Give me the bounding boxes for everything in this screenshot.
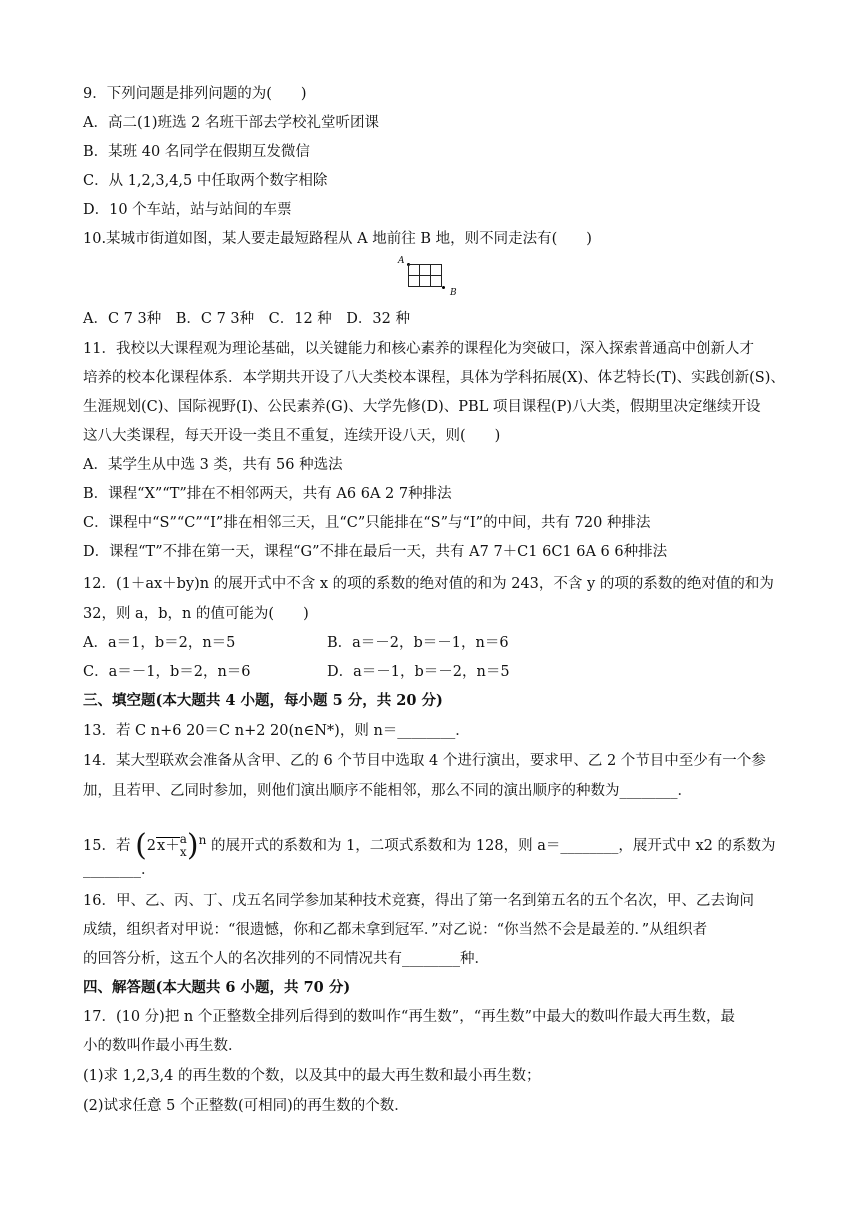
q12-option-b: B．a＝－2，b＝－1，n＝6 <box>327 635 509 651</box>
q13: 13．若 C n+6 20＝C n+2 20(n∈N*)，则 n＝________． <box>83 723 470 739</box>
q17-part-1: (1)求 1,2,3,4 的再生数的个数，以及其中的最大再生数和最小再生数； <box>83 1068 541 1084</box>
q16-line-1: 16．甲、乙、丙、丁、戊五名同学参加某种技术竞赛，得出了第一名到第五名的五个名次，甲、乙去询问 <box>83 893 754 909</box>
q16-line-2: 成绩，组织者对甲说：“很遗憾，你和乙都未拿到冠军．”对乙说：“你当然不会是最差的．”从组织者 <box>83 922 708 938</box>
q9-option-d: D．10 个车站，站与站间的车票 <box>83 202 292 218</box>
left-paren: ( <box>135 827 147 863</box>
grid-label-b: B <box>450 288 457 298</box>
q11-option-c: C．课程中“S”“C”“I”排在相邻三天，且“C”只能排在“S”与“I”的中间，共有 720 种排法 <box>83 515 651 531</box>
street-grid <box>408 264 442 287</box>
q17-line-2: 小的数叫作最小再生数． <box>83 1038 243 1054</box>
q11-option-b: B．课程“X”“T”排在不相邻两天，共有 A6 6A 2 7种排法 <box>83 486 452 502</box>
q14-line-1: 14．某大型联欢会准备从含甲、乙的 6 个节目中选取 4 个进行演出，要求甲、乙 2 个节目中至少有一个参 <box>83 753 766 769</box>
street-grid-figure <box>398 256 468 302</box>
right-paren: ) <box>186 827 199 863</box>
q15-two: 2 <box>146 837 157 854</box>
section-4-heading: 四、解答题(本大题共 6 小题，共 70 分) <box>83 979 351 996</box>
q11-line-1: 11．我校以大课程观为理论基础，以关键能力和核心素养的课程化为突破口，深入探索普通高中创新人才 <box>83 341 754 357</box>
q11-option-a: A．某学生从中选 3 类，共有 56 种选法 <box>83 457 343 473</box>
q15-rest: 的展开式的系数和为 1，二项式系数和为 128，则 a＝________，展开式中 x2 的系数为 <box>210 837 776 854</box>
fraction-a-over-x <box>180 833 187 859</box>
exponent-n: n <box>198 833 207 847</box>
q9-option-c: C．从 1,2,3,4,5 中任取两个数字相除 <box>83 173 328 189</box>
q11-option-d: D．课程“T”不排在第一天，课程“G”不排在最后一天，共有 A7 7＋C1 6C1 6A 6 6种排法 <box>83 544 668 560</box>
grid-label-a: A <box>398 256 405 266</box>
q14-line-2: 加，且若甲、乙同时参加，则他们演出顺序不能相邻，那么不同的演出顺序的种数为________． <box>83 783 692 799</box>
q17-part-2: (2)试求任意 5 个正整数(可相同)的再生数的个数． <box>83 1098 409 1114</box>
q15-line-2: ________． <box>83 862 156 878</box>
q10-options: A．C 7 3种 B．C 7 3种 C．12 种 D．32 种 <box>83 311 410 327</box>
q15-prefix: 15．若 <box>83 837 131 854</box>
q11-line-3: 生涯规划(C)、国际视野(I)、公民素养(G)、大学先修(D)、PBL 项目课程(P)八大类，假期里决定继续开设 <box>83 399 761 415</box>
q11-line-4: 这八大类课程，每天开设一类且不重复，连续开设八天，则( ) <box>83 428 501 444</box>
q12-line-1: 12．(1＋ax＋by)n 的展开式中不含 x 的项的系数的绝对值的和为 243，不含 y 的项的系数的绝对值的和为 <box>83 576 774 592</box>
q16-line-3: 的回答分析，这五个人的名次排列的不同情况共有________种． <box>83 951 489 967</box>
q15-line-1 <box>83 827 776 863</box>
q9-option-a: A．高二(1)班选 2 名班干部去学校礼堂听团课 <box>83 115 379 131</box>
frac-denominator: x <box>179 844 187 859</box>
q9-stem: 9．下列问题是排列问题的为( ) <box>83 86 307 102</box>
q12-option-c: C．a＝－1，b＝2，n＝6 <box>83 664 251 680</box>
q11-line-2: 培养的校本化课程体系．本学期共开设了八大类校本课程，具体为学科拓展(X)、体艺特长(T)、实践创新(S)、 <box>83 370 785 386</box>
q10-stem: 10.某城市街道如图，某人要走最短路程从 A 地前往 B 地，则不同走法有( ) <box>83 231 592 247</box>
q9-option-b: B．某班 40 名同学在假期互发微信 <box>83 144 310 160</box>
q12-option-d: D．a＝－1，b＝－2，n＝5 <box>327 664 510 680</box>
q17-line-1: 17．(10 分)把 n 个正整数全排列后得到的数叫作“再生数”，“再生数”中最大的数叫作最大再生数，最 <box>83 1009 736 1025</box>
section-3-heading: 三、填空题(本大题共 4 小题，每小题 5 分，共 20 分) <box>83 692 443 709</box>
sqrt-x: x＋ <box>157 837 180 854</box>
q12-line-2: 32，则 a，b，n 的值可能为( ) <box>83 606 309 622</box>
frac-numerator: a <box>179 831 187 846</box>
q12-option-a: A．a＝1，b＝2，n＝5 <box>83 635 236 651</box>
point-b-dot <box>442 286 445 289</box>
